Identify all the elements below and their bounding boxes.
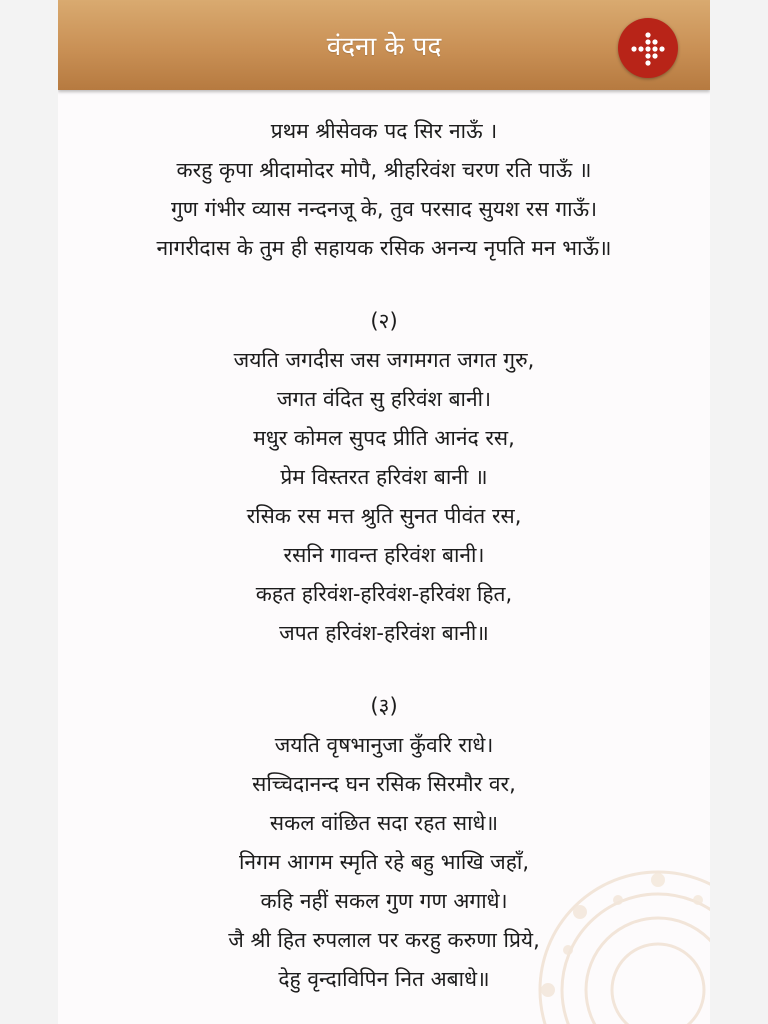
stanza-1 xyxy=(58,112,710,268)
stanza-3 xyxy=(58,687,710,999)
verse-line: जयति वृषभानुजा कुँवरि राधे। xyxy=(274,733,494,757)
dots-cross-menu-icon xyxy=(618,18,678,78)
stanza-2 xyxy=(58,302,710,653)
verse-line: सच्चिदानन्द घन रसिक सिरमौर वर, xyxy=(252,772,516,796)
verse-line: करहु कृपा श्रीदामोदर मोपै, श्रीहरिवंश चरण रति पाऊँ ॥ xyxy=(176,158,592,182)
menu-button[interactable] xyxy=(618,18,678,78)
verse-line: प्रेम विस्तरत हरिवंश बानी ॥ xyxy=(280,465,488,489)
verse-line: जयति जगदीस जस जगमगत जगत गुरु, xyxy=(233,348,535,372)
stanza-number: (२) xyxy=(370,309,398,333)
verse-line: गुण गंभीर व्यास नन्दनजू के, तुव परसाद सुयश रस गाऊँ। xyxy=(170,197,598,221)
verse-line: जपत हरिवंश-हरिवंश बानी॥ xyxy=(279,621,489,645)
verse-line: सकल वांछित सदा रहत साधे॥ xyxy=(269,811,499,835)
verse-line: प्रथम श्रीसेवक पद सिर नाऊँ । xyxy=(270,119,498,143)
verse-line: देहु वृन्दाविपिन नित अबाधे॥ xyxy=(278,967,490,991)
verse-line: रसिक रस मत्त श्रुति सुनत पीवंत रस, xyxy=(246,504,522,528)
page-title: वंदना के पद xyxy=(326,32,442,62)
verse-line: रसनि गावन्त हरिवंश बानी। xyxy=(283,543,485,567)
verse-line: कहि नहीं सकल गुण गण अगाधे। xyxy=(260,889,508,913)
title-bar xyxy=(58,0,710,90)
verse-line: नागरीदास के तुम ही सहायक रसिक अनन्य नृपति मन भाऊँ॥ xyxy=(156,236,612,260)
verse-content xyxy=(58,112,710,999)
verse-line: कहत हरिवंश-हरिवंश-हरिवंश हित, xyxy=(255,582,513,606)
stanza-number: (३) xyxy=(370,694,398,718)
verse-line: निगम आगम स्मृति रहे बहु भाखि जहाँ, xyxy=(238,850,530,874)
verse-line: जगत वंदित सु हरिवंश बानी। xyxy=(276,387,492,411)
verse-line: मधुर कोमल सुपद प्रीति आनंद रस, xyxy=(253,426,515,450)
verse-line: जै श्री हित रुपलाल पर करहु करुणा प्रिये, xyxy=(228,928,540,952)
app-page xyxy=(58,0,710,1024)
